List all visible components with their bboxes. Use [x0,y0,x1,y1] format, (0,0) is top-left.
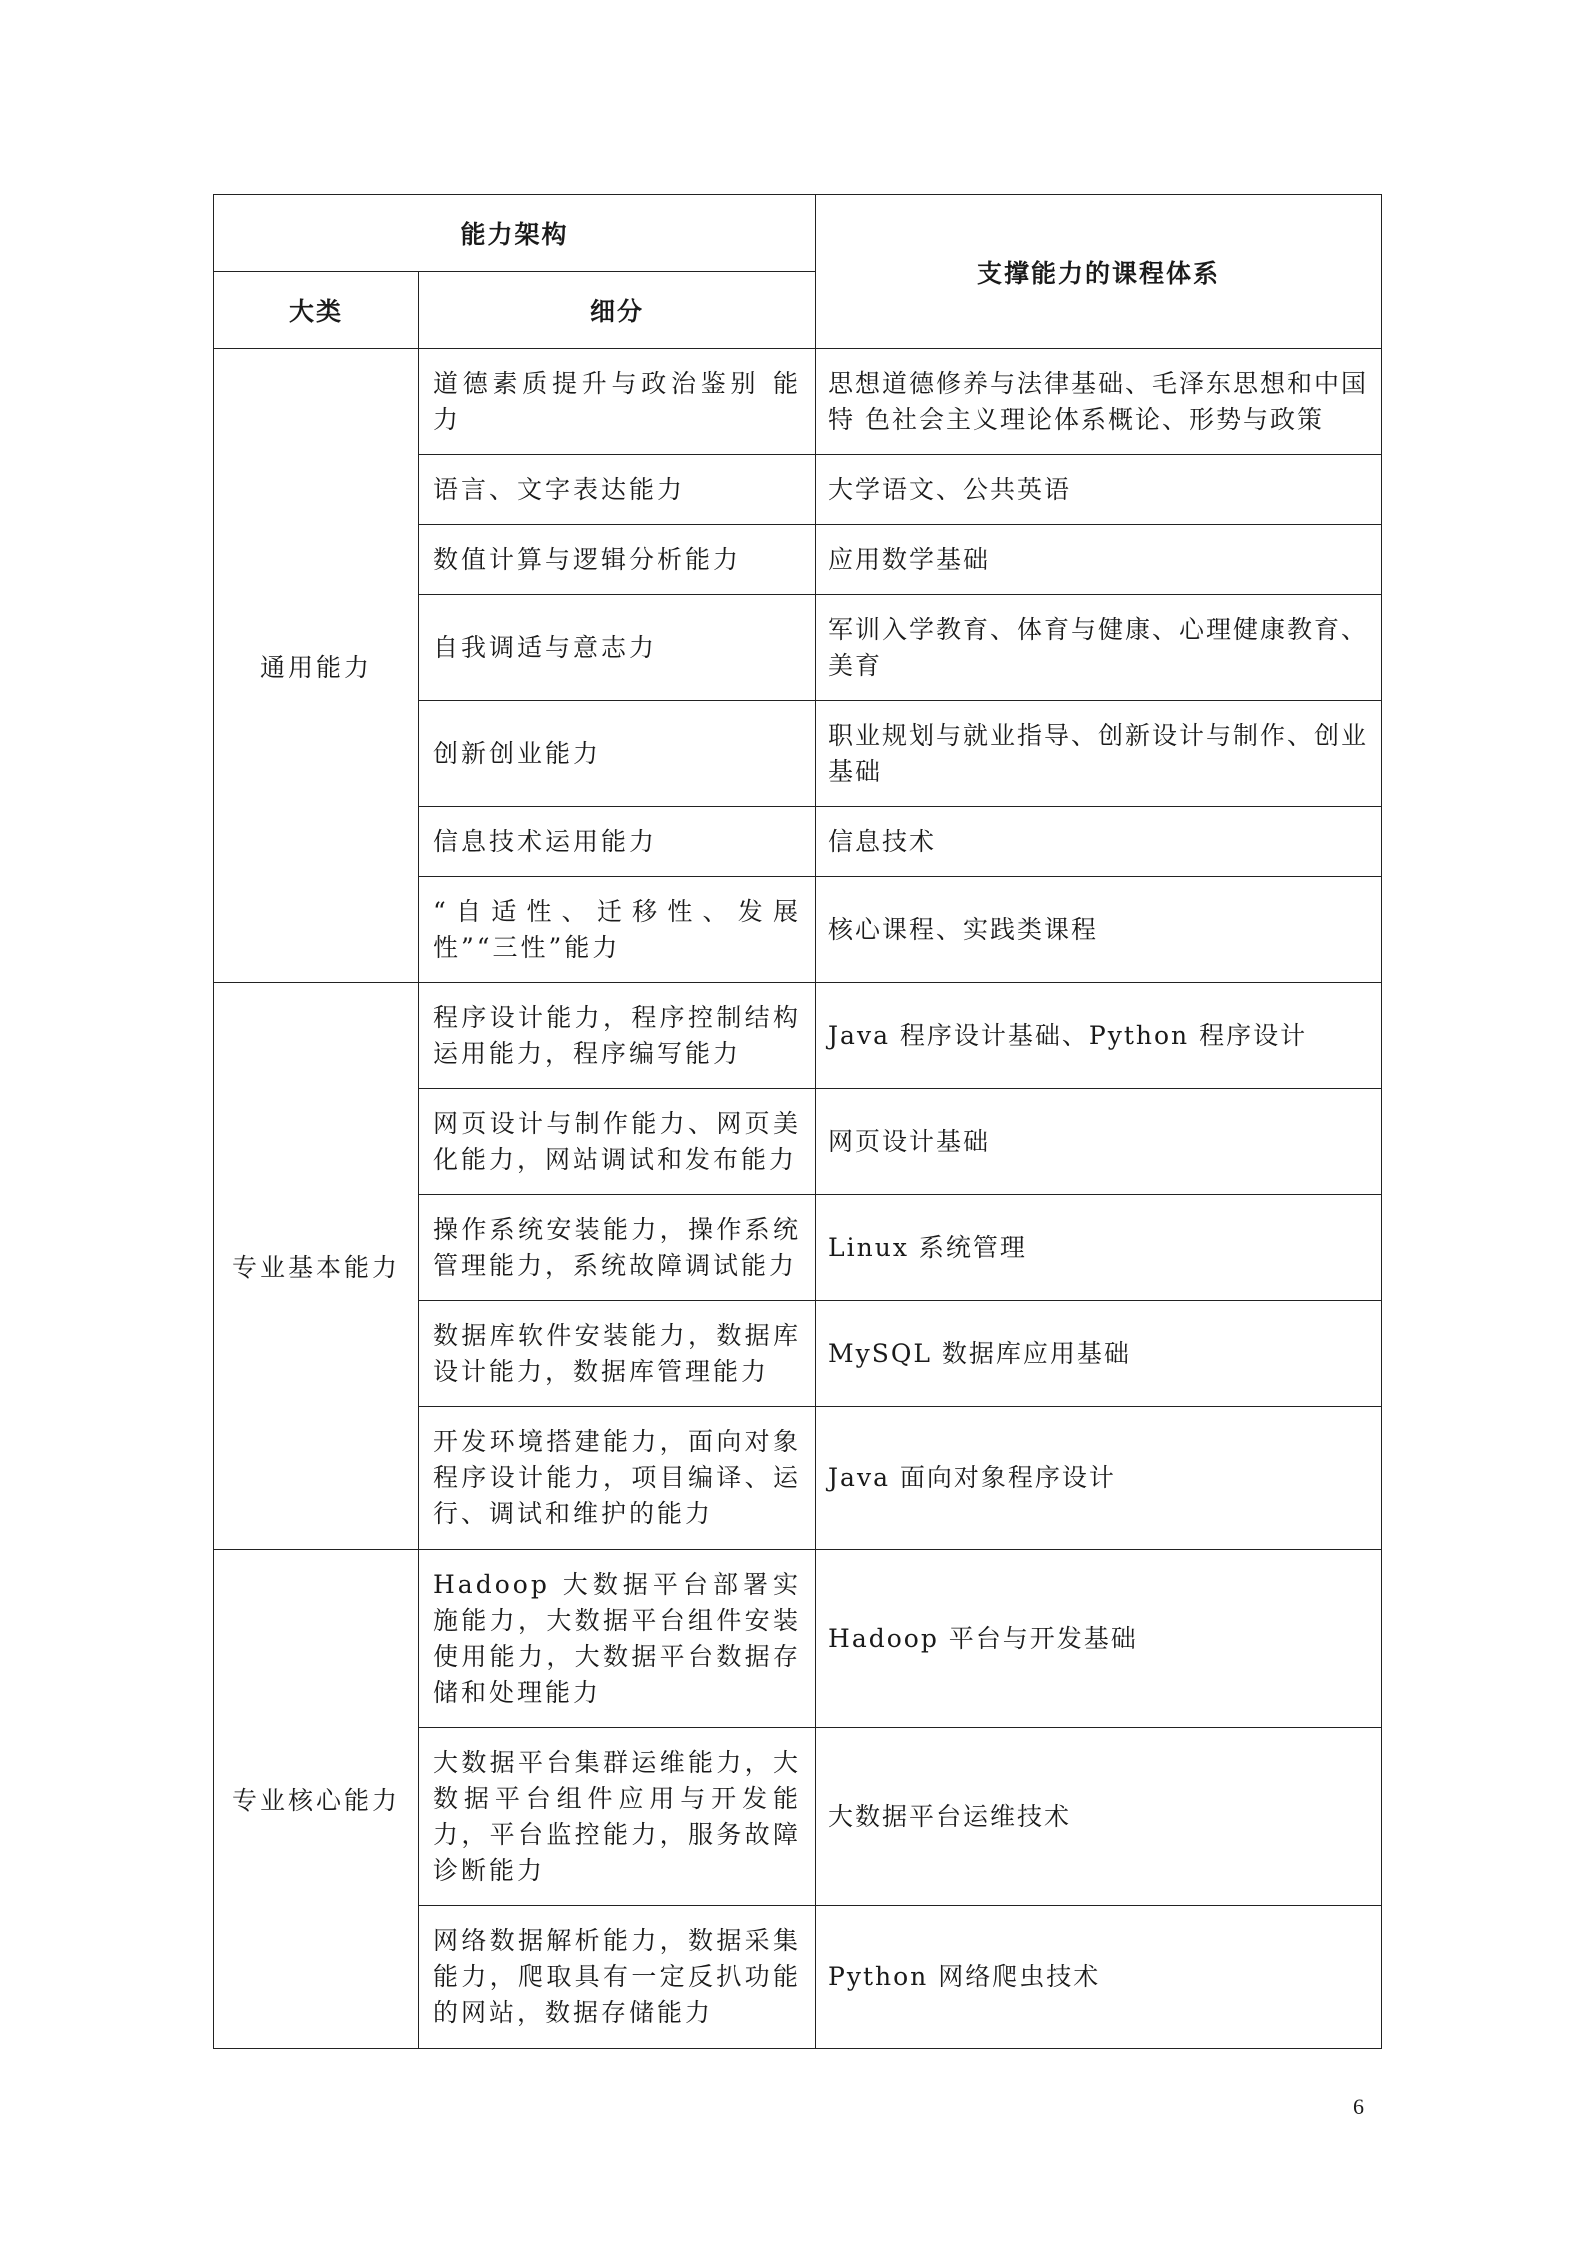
category-cell: 专业基本能力 [214,983,419,1550]
subdivision-cell: 数值计算与逻辑分析能力 [419,525,816,595]
subdivision-cell: 自我调适与意志力 [419,595,816,701]
subdivision-cell: 信息技术运用能力 [419,807,816,877]
subdivision-cell: 开发环境搭建能力，面向对象程序设计能力，项目编译、运行、调试和维护的能力 [419,1407,816,1550]
header-supporting-courses: 支撑能力的课程体系 [816,195,1382,349]
subdivision-cell: 语言、文字表达能力 [419,455,816,525]
course-cell: 思想道德修养与法律基础、毛泽东思想和中国特 色社会主义理论体系概论、形势与政策 [816,349,1382,455]
table-row [214,983,1382,1089]
subdivision-cell: 网络数据解析能力，数据采集能力，爬取具有一定反扒功能的网站，数据存储能力 [419,1906,816,2049]
course-cell: 职业规划与就业指导、创新设计与制作、创业基础 [816,701,1382,807]
course-cell: 核心课程、实践类课程 [816,877,1382,983]
course-cell: Java 面向对象程序设计 [816,1407,1382,1550]
course-cell: 大数据平台运维技术 [816,1728,1382,1906]
subdivision-cell: 数据库软件安装能力，数据库设计能力，数据库管理能力 [419,1301,816,1407]
course-cell: Java 程序设计基础、Python 程序设计 [816,983,1382,1089]
header-ability-framework: 能力架构 [214,195,816,272]
header-category: 大类 [214,272,419,349]
subdivision-cell: 大数据平台集群运维能力，大数据平台组件应用与开发能力，平台监控能力，服务故障诊断能力 [419,1728,816,1906]
category-cell: 专业核心能力 [214,1550,419,2049]
subdivision-cell: 创新创业能力 [419,701,816,807]
course-cell: 军训入学教育、体育与健康、心理健康教育、美育 [816,595,1382,701]
course-cell: 网页设计基础 [816,1089,1382,1195]
header-row-top [214,195,1382,272]
course-cell: Python 网络爬虫技术 [816,1906,1382,2049]
course-cell: 大学语文、公共英语 [816,455,1382,525]
ability-course-table [213,194,1382,2049]
subdivision-cell: 网页设计与制作能力、网页美化能力，网站调试和发布能力 [419,1089,816,1195]
course-cell: Linux 系统管理 [816,1195,1382,1301]
subdivision-cell: Hadoop 大数据平台部署实施能力，大数据平台组件安装使用能力，大数据平台数据存储和处理能力 [419,1550,816,1728]
category-cell: 通用能力 [214,349,419,983]
header-subdivision: 细分 [419,272,816,349]
subdivision-cell: “自适性、迁移性、发展性”“三性”能力 [419,877,816,983]
page-number: 6 [1353,2094,1364,2119]
course-cell: 应用数学基础 [816,525,1382,595]
table-row [214,1550,1382,1728]
subdivision-cell: 程序设计能力，程序控制结构运用能力，程序编写能力 [419,983,816,1089]
subdivision-cell: 道德素质提升与政治鉴别 能力 [419,349,816,455]
table-row [214,349,1382,455]
subdivision-cell: 操作系统安装能力，操作系统管理能力，系统故障调试能力 [419,1195,816,1301]
course-cell: MySQL 数据库应用基础 [816,1301,1382,1407]
course-cell: Hadoop 平台与开发基础 [816,1550,1382,1728]
course-cell: 信息技术 [816,807,1382,877]
